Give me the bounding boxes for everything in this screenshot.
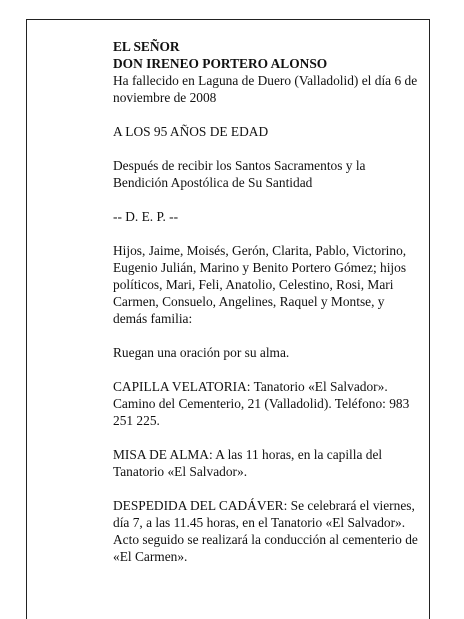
title-line-2: DON IRENEO PORTERO ALONSO — [113, 56, 328, 71]
family-list: Hijos, Jaime, Moisés, Gerón, Clarita, Pablo, Victorino, Eugenio Julián, Marino y Benito Portero Gómez; hijos políticos, Mari, Feli, Anatolio, Celestino, Rosi, Mari Carmen, Consuelo, Angelines, Raquel y Montse, y demás familia: — [113, 243, 407, 326]
title-line-1: EL SEÑOR — [113, 39, 180, 54]
age-line: A LOS 95 AÑOS DE EDAD — [113, 124, 269, 139]
mass-info: MISA DE ALMA: A las 11 horas, en la capilla del Tanatorio «El Salvador». — [113, 447, 383, 479]
farewell-info: DESPEDIDA DEL CADÁVER: Se celebrará el viernes, día 7, a las 11.45 horas, en el Tanatorio «El Salvador». Acto seguido se realizará la conducción al cementerio de «El Carmen». — [113, 498, 418, 564]
obituary-notice — [113, 38, 418, 582]
sacraments-line: Después de recibir los Santos Sacramentos y la Bendición Apostólica de Su Santidad — [113, 158, 366, 190]
rip-line: -- D. E. P. -- — [113, 209, 179, 224]
death-info: Ha fallecido en Laguna de Duero (Valladolid) el día 6 de noviembre de 2008 — [113, 73, 418, 105]
prayer-line: Ruegan una oración por su alma. — [113, 345, 290, 360]
chapel-info: CAPILLA VELATORIA: Tanatorio «El Salvador». Camino del Cementerio, 21 (Valladolid). Teléfono: 983 251 225. — [113, 379, 410, 428]
